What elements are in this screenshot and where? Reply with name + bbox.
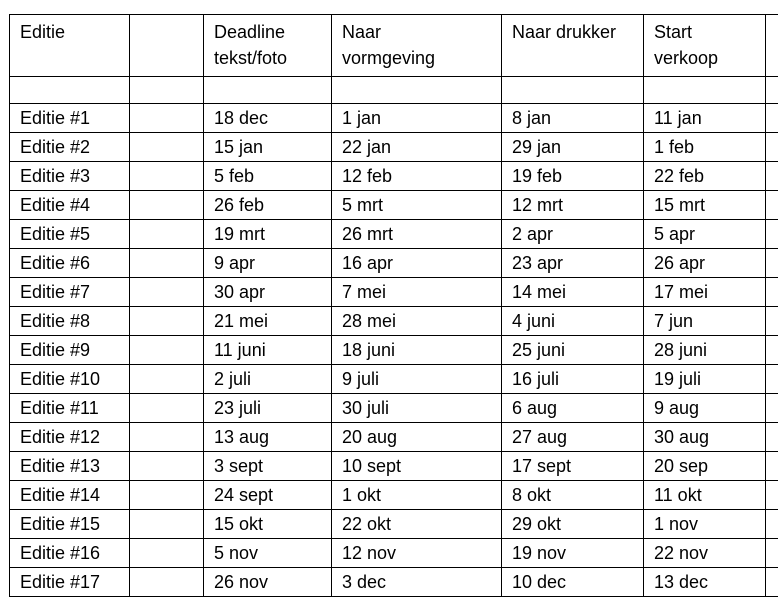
header-drukker: Naar drukker: [502, 15, 644, 77]
table-row: [10, 278, 778, 307]
cell-empty: [130, 423, 204, 452]
cell-editie: Editie #4: [10, 191, 130, 220]
spacer-cell: [10, 77, 130, 104]
cell-empty: [130, 191, 204, 220]
cell-deadline: 2 juli: [204, 365, 332, 394]
cell-extra: [766, 539, 778, 568]
schedule-table: [9, 14, 778, 597]
cell-drukker: 16 juli: [502, 365, 644, 394]
cell-editie: Editie #17: [10, 568, 130, 597]
cell-editie: Editie #9: [10, 336, 130, 365]
cell-empty: [130, 510, 204, 539]
cell-verkoop: 28 juni: [644, 336, 766, 365]
table-row: [10, 162, 778, 191]
header-row: [10, 15, 778, 77]
cell-vormgeving: 28 mei: [332, 307, 502, 336]
table-row: [10, 365, 778, 394]
table-row: [10, 423, 778, 452]
cell-deadline: 15 jan: [204, 133, 332, 162]
cell-drukker: 23 apr: [502, 249, 644, 278]
cell-deadline: 3 sept: [204, 452, 332, 481]
table-row: [10, 249, 778, 278]
cell-verkoop: 7 jun: [644, 307, 766, 336]
cell-drukker: 27 aug: [502, 423, 644, 452]
table-row: [10, 191, 778, 220]
cell-verkoop: 22 feb: [644, 162, 766, 191]
cell-verkoop: 20 sep: [644, 452, 766, 481]
cell-verkoop: 26 apr: [644, 249, 766, 278]
cell-extra: [766, 568, 778, 597]
cell-vormgeving: 26 mrt: [332, 220, 502, 249]
cell-vormgeving: 12 nov: [332, 539, 502, 568]
cell-extra: [766, 249, 778, 278]
cell-vormgeving: 7 mei: [332, 278, 502, 307]
table-row: [10, 539, 778, 568]
cell-vormgeving: 5 mrt: [332, 191, 502, 220]
table-row: [10, 220, 778, 249]
cell-editie: Editie #15: [10, 510, 130, 539]
cell-empty: [130, 452, 204, 481]
cell-drukker: 8 okt: [502, 481, 644, 510]
cell-empty: [130, 249, 204, 278]
cell-editie: Editie #1: [10, 104, 130, 133]
cell-drukker: 10 dec: [502, 568, 644, 597]
cell-vormgeving: 10 sept: [332, 452, 502, 481]
cell-drukker: 14 mei: [502, 278, 644, 307]
cell-extra: [766, 394, 778, 423]
cell-empty: [130, 568, 204, 597]
header-editie: Editie: [10, 15, 130, 77]
cell-vormgeving: 22 jan: [332, 133, 502, 162]
spacer-row: [10, 77, 778, 104]
cell-drukker: 19 feb: [502, 162, 644, 191]
cell-verkoop: 11 okt: [644, 481, 766, 510]
cell-vormgeving: 18 juni: [332, 336, 502, 365]
cell-editie: Editie #14: [10, 481, 130, 510]
cell-editie: Editie #13: [10, 452, 130, 481]
table-row: [10, 510, 778, 539]
cell-verkoop: 19 juli: [644, 365, 766, 394]
table-row: [10, 336, 778, 365]
cell-extra: [766, 133, 778, 162]
spacer-cell: [502, 77, 644, 104]
spacer-cell: [332, 77, 502, 104]
cell-extra: [766, 423, 778, 452]
cell-vormgeving: 30 juli: [332, 394, 502, 423]
cell-deadline: 9 apr: [204, 249, 332, 278]
cell-deadline: 30 apr: [204, 278, 332, 307]
cell-extra: [766, 365, 778, 394]
header-vormgeving: Naar vormgeving: [332, 15, 502, 77]
table-row: [10, 104, 778, 133]
cell-vormgeving: 22 okt: [332, 510, 502, 539]
cell-vormgeving: 16 apr: [332, 249, 502, 278]
table-row: [10, 133, 778, 162]
cell-editie: Editie #12: [10, 423, 130, 452]
header-deadline: Deadline tekst/foto: [204, 15, 332, 77]
cell-verkoop: 17 mei: [644, 278, 766, 307]
cell-extra: [766, 104, 778, 133]
header-extra: [766, 15, 778, 77]
cell-verkoop: 30 aug: [644, 423, 766, 452]
cell-empty: [130, 220, 204, 249]
cell-deadline: 26 nov: [204, 568, 332, 597]
cell-deadline: 24 sept: [204, 481, 332, 510]
table-row: [10, 481, 778, 510]
cell-drukker: 17 sept: [502, 452, 644, 481]
cell-deadline: 11 juni: [204, 336, 332, 365]
cell-deadline: 23 juli: [204, 394, 332, 423]
cell-editie: Editie #16: [10, 539, 130, 568]
cell-vormgeving: 1 okt: [332, 481, 502, 510]
cell-verkoop: 22 nov: [644, 539, 766, 568]
cell-verkoop: 5 apr: [644, 220, 766, 249]
cell-empty: [130, 133, 204, 162]
cell-verkoop: 9 aug: [644, 394, 766, 423]
cell-empty: [130, 278, 204, 307]
cell-vormgeving: 1 jan: [332, 104, 502, 133]
cell-empty: [130, 162, 204, 191]
cell-drukker: 2 apr: [502, 220, 644, 249]
cell-extra: [766, 278, 778, 307]
cell-extra: [766, 162, 778, 191]
header-empty: [130, 15, 204, 77]
cell-vormgeving: 3 dec: [332, 568, 502, 597]
cell-deadline: 5 nov: [204, 539, 332, 568]
cell-drukker: 25 juni: [502, 336, 644, 365]
cell-editie: Editie #3: [10, 162, 130, 191]
cell-empty: [130, 539, 204, 568]
cell-drukker: 29 okt: [502, 510, 644, 539]
cell-deadline: 15 okt: [204, 510, 332, 539]
cell-drukker: 6 aug: [502, 394, 644, 423]
cell-extra: [766, 307, 778, 336]
spacer-cell: [644, 77, 766, 104]
cell-deadline: 19 mrt: [204, 220, 332, 249]
cell-verkoop: 1 feb: [644, 133, 766, 162]
cell-extra: [766, 510, 778, 539]
cell-extra: [766, 336, 778, 365]
cell-editie: Editie #6: [10, 249, 130, 278]
spacer-cell: [204, 77, 332, 104]
cell-editie: Editie #2: [10, 133, 130, 162]
cell-drukker: 19 nov: [502, 539, 644, 568]
cell-editie: Editie #10: [10, 365, 130, 394]
cell-deadline: 21 mei: [204, 307, 332, 336]
cell-empty: [130, 394, 204, 423]
cell-editie: Editie #11: [10, 394, 130, 423]
cell-verkoop: 11 jan: [644, 104, 766, 133]
table-row: [10, 394, 778, 423]
cell-empty: [130, 365, 204, 394]
cell-extra: [766, 452, 778, 481]
cell-editie: Editie #5: [10, 220, 130, 249]
table-row: [10, 307, 778, 336]
cell-deadline: 13 aug: [204, 423, 332, 452]
cell-verkoop: 1 nov: [644, 510, 766, 539]
cell-drukker: 29 jan: [502, 133, 644, 162]
cell-extra: [766, 220, 778, 249]
cell-empty: [130, 481, 204, 510]
cell-deadline: 26 feb: [204, 191, 332, 220]
cell-verkoop: 15 mrt: [644, 191, 766, 220]
spacer-cell: [130, 77, 204, 104]
table-row: [10, 452, 778, 481]
cell-empty: [130, 336, 204, 365]
cell-editie: Editie #7: [10, 278, 130, 307]
spacer-cell: [766, 77, 778, 104]
cell-verkoop: 13 dec: [644, 568, 766, 597]
cell-drukker: 12 mrt: [502, 191, 644, 220]
cell-drukker: 8 jan: [502, 104, 644, 133]
cell-empty: [130, 104, 204, 133]
cell-extra: [766, 191, 778, 220]
cell-drukker: 4 juni: [502, 307, 644, 336]
header-verkoop: Start verkoop: [644, 15, 766, 77]
cell-vormgeving: 20 aug: [332, 423, 502, 452]
cell-empty: [130, 307, 204, 336]
cell-vormgeving: 12 feb: [332, 162, 502, 191]
cell-extra: [766, 481, 778, 510]
cell-vormgeving: 9 juli: [332, 365, 502, 394]
cell-editie: Editie #8: [10, 307, 130, 336]
table-row: [10, 568, 778, 597]
cell-deadline: 5 feb: [204, 162, 332, 191]
cell-deadline: 18 dec: [204, 104, 332, 133]
